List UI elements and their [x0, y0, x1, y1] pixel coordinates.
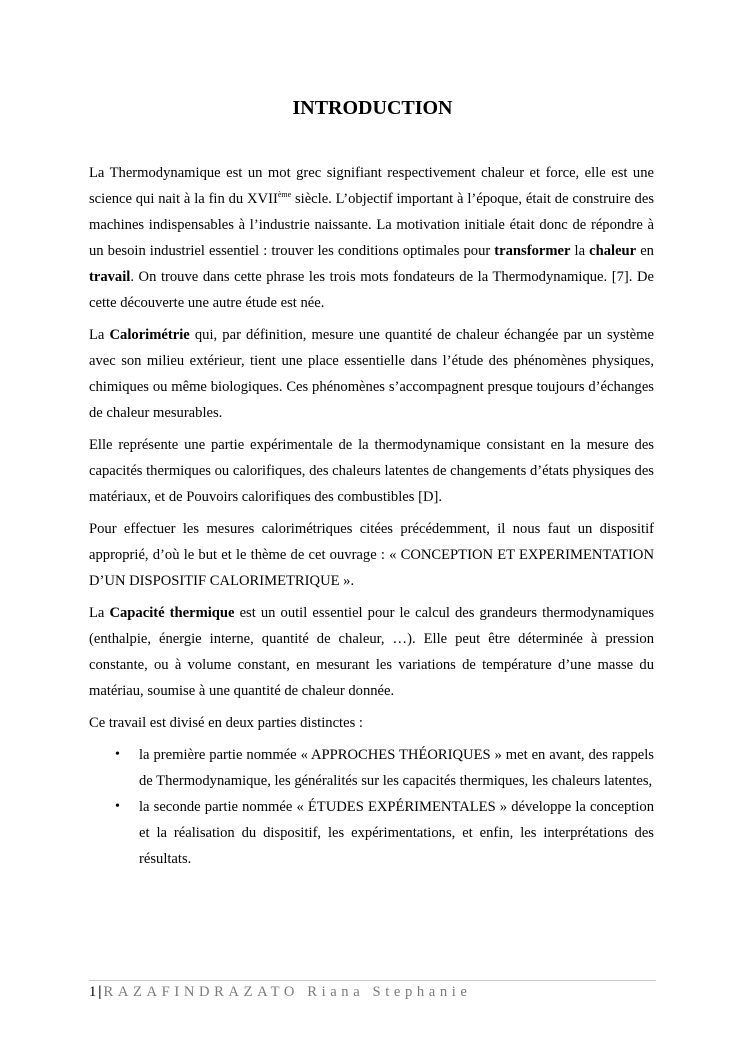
footer-divider	[89, 980, 656, 981]
parts-list	[89, 742, 654, 872]
p1-text-d: en	[636, 243, 654, 259]
p1-text-e: . On trouve dans cette phrase les trois mots fondateurs de la Thermodynamique. [7]. De cette découverte une autre étude est née.	[89, 269, 654, 311]
p5-text-b: est un outil essentiel pour le calcul des grandeurs thermodynamiques (enthalpie, énergie interne, quantité de chaleur, …). Elle peut être déterminée à pression constante, ou à volume constant, en mesurant les variations de température d’une masse du matériau, soumise à une quantité de chaleur donnée.	[89, 605, 654, 699]
p2-text-a: La	[89, 327, 110, 343]
p1-superscript: ème	[277, 190, 292, 199]
p1-bold-chaleur: chaleur	[589, 243, 637, 259]
page-number: 1	[89, 984, 97, 1000]
document-body	[89, 160, 654, 872]
p2-text-b: qui, par définition, mesure une quantité de chaleur échangée par un système avec son milieu extérieur, tient une place essentielle dans l’étude des phénomènes physiques, chimiques ou même biologiques. Ces phénomènes s’accompagnent presque toujours d’échanges de chaleur mesurables.	[89, 327, 654, 421]
paragraph-calorimetrie	[89, 322, 654, 426]
list-item: • la première partie nommée « APPROCHES THÉORIQUES » met en avant, des rappels de Thermodynamique, les généralités sur les capacités thermiques, les chaleurs latentes,	[139, 742, 654, 794]
footer-separator: |	[98, 984, 102, 1000]
footer-author: RAZAFINDRAZATO Riana Stephanie	[103, 984, 472, 1000]
paragraph-plan: Ce travail est divisé en deux parties distinctes :	[89, 715, 363, 731]
p5-bold-capacite: Capacité thermique	[109, 605, 235, 621]
paragraph-partie-experimentale: Elle représente une partie expérimentale de la thermodynamique consistant en la mesure des capacités thermiques ou calorifiques, des chaleurs latentes de changements d’états physiques des matériaux, et de Pouvoirs calorifiques des combustibles [D].	[89, 437, 654, 505]
paragraph-dispositif: Pour effectuer les mesures calorimétriques citées précédemment, il nous faut un dispositif approprié, d’où le but et le thème de cet ouvrage : « CONCEPTION ET EXPERIMENTATION D’UN DISPOSITIF CALORIMETRIQUE ».	[89, 521, 654, 589]
p1-text-b: siècle. L’objectif important à l’époque, était de construire des machines indispensables à l’industrie naissante. La motivation initiale était donc de répondre à un besoin industriel essentiel : trouver les conditions optimales pour	[89, 191, 654, 259]
list-item: • la seconde partie nommée « ÉTUDES EXPÉRIMENTALES » développe la conception et la réalisation du dispositif, les expérimentations, et enfin, les interprétations des résultats.	[139, 794, 654, 872]
p5-text-a: La	[89, 605, 110, 621]
p1-bold-travail: travail	[89, 269, 131, 285]
paragraph-capacite-thermique	[89, 600, 654, 704]
p1-text-a: La Thermodynamique est un mot grec signifiant respectivement chaleur et force, elle est une science qui nait à la fin du XVII	[89, 165, 654, 207]
page-title: INTRODUCTION	[292, 97, 453, 119]
p2-bold-calorimetrie: Calorimétrie	[109, 327, 190, 343]
paragraph-thermodynamique	[89, 160, 654, 316]
p1-text-c: la	[570, 243, 590, 259]
page-footer	[89, 982, 656, 1002]
p1-bold-transformer: transformer	[494, 243, 571, 259]
